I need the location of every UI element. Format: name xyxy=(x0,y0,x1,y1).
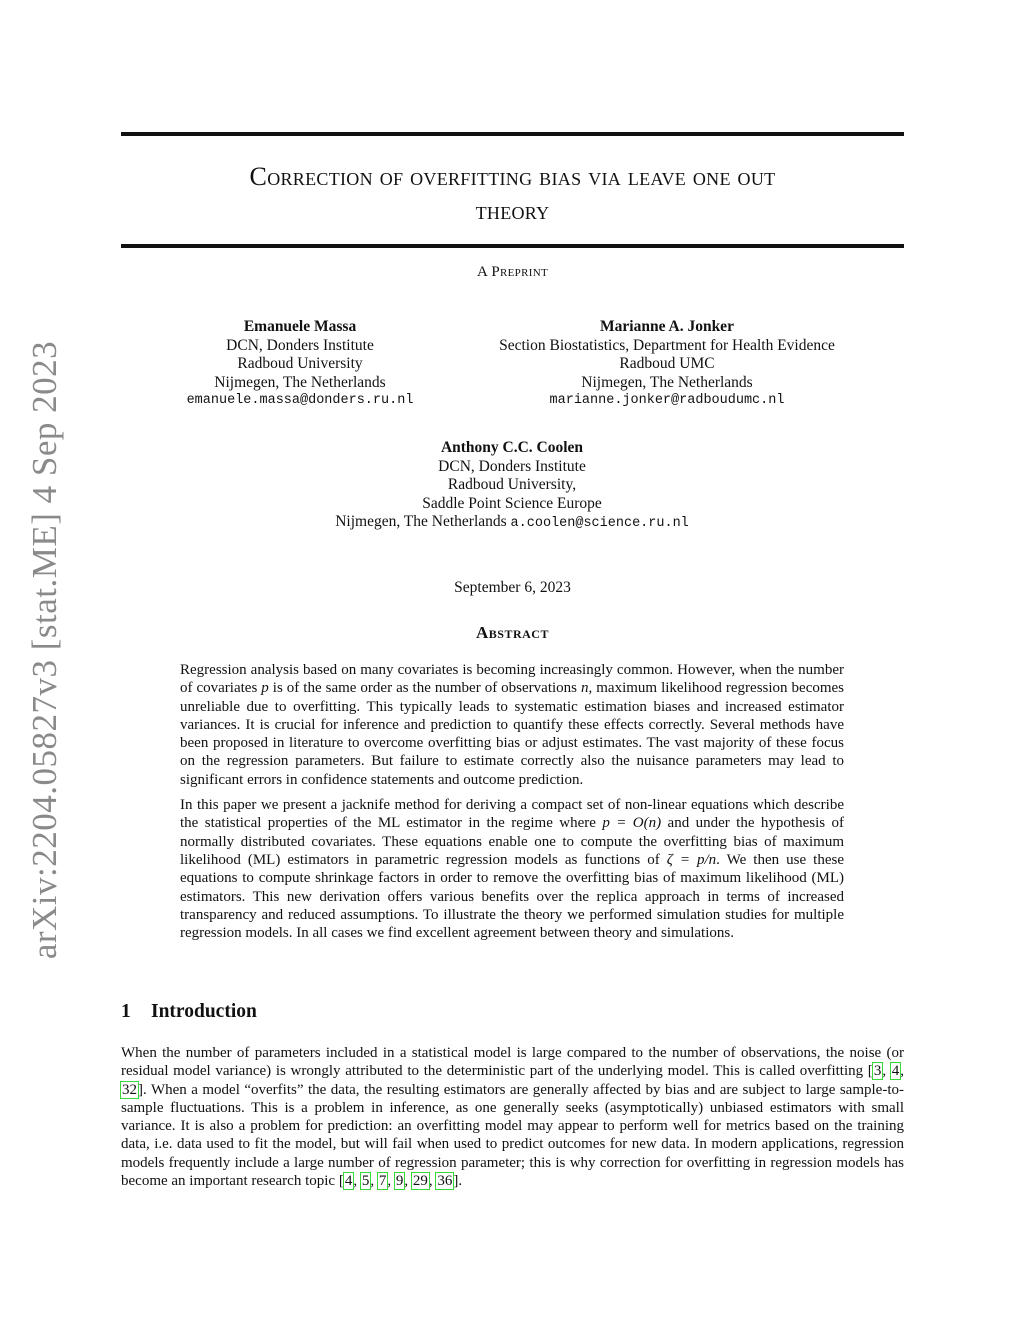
section-heading-introduction xyxy=(121,1001,904,1023)
abstract-text: , maximum likelihood regression becomes unreliable due to overfitting. This typically leads to systematic estimation biases and increased estimator variances. It is crucial for inference and prediction to quantify these effects correctly. Several methods have been proposed in literature to overcome overfitting bias or adjust estimates. The vast majority of these focus on the regression parameters. But failure to estimate correctly also the nuisance parameters may lead to significant errors in confidence statements and outcome prediction. xyxy=(180,680,845,788)
author-affiliation: Nijmegen, The Netherlands xyxy=(214,373,386,391)
author-affiliation: Radboud UMC xyxy=(619,355,715,372)
section-number: 1 xyxy=(121,1001,131,1022)
author-affiliation-with-email xyxy=(262,513,762,534)
abstract-body xyxy=(180,661,844,949)
author-affiliation: Radboud University, xyxy=(447,476,577,493)
author-email[interactable]: marianne.jonker@radboudumc.nl xyxy=(549,393,785,408)
title-line-1: Correction of overfitting bias via leave one out xyxy=(249,162,776,191)
citation-link[interactable]: 36 xyxy=(437,1173,453,1190)
preprint-label: A Preprint xyxy=(477,264,548,280)
author-affiliation: DCN, Donders Institute xyxy=(226,336,374,354)
author-affiliation: Nijmegen, The Netherlands xyxy=(581,373,753,391)
abstract-paragraph-2 xyxy=(180,796,844,942)
abstract-text: and under the hypothesis of normally distributed covariates. These equations enable one to compute the overfitting bias of maximum likelihood (ML) estimators in parametric regression models as functions of xyxy=(180,815,844,868)
title-line-2: theory xyxy=(475,196,550,225)
citation-link[interactable]: 4 xyxy=(344,1173,353,1190)
paper-title xyxy=(121,160,904,228)
author-block-massa xyxy=(150,318,450,411)
intro-text: ]. When a model “overfits” the data, the resulting estimators are generally affected by bias and are subject to large sample-to-sample fluctuations. This is a problem in inference, as one generally seeks (asymptotically) unbiased estimators with small variance. It is also a problem for prediction: an overfitting model may appear to perform well for metrics based on the training data, i.e. data used to fit the model, but will fail when used to predict outcomes for new data. In modern applications, regression models frequently include a large number of regression parameter; this is why correction for overfitting in regression models has become an important research topic [ xyxy=(121,1081,904,1190)
author-affiliation: Radboud University xyxy=(237,355,363,372)
author-email[interactable]: a.coolen@science.ru.nl xyxy=(510,516,689,531)
author-email[interactable]: emanuele.massa@donders.ru.nl xyxy=(186,393,414,408)
author-name: Anthony C.C. Coolen xyxy=(440,439,584,456)
author-block-jonker xyxy=(467,318,867,411)
citation-link[interactable]: 9 xyxy=(395,1173,404,1190)
title-top-rule xyxy=(121,132,904,136)
abstract-text: is of the same order as the number of observations xyxy=(268,680,581,697)
arxiv-identifier-sidebar xyxy=(0,0,90,1325)
citation-link[interactable]: 29 xyxy=(412,1173,428,1190)
citation-link[interactable]: 4 xyxy=(891,1063,900,1080)
author-name: Marianne A. Jonker xyxy=(600,318,734,335)
paper-date: September 6, 2023 xyxy=(454,579,571,596)
intro-text: ]. xyxy=(453,1173,463,1190)
abstract-paragraph-1 xyxy=(180,661,844,789)
arxiv-identifier: arXiv:2204.05827v3 [stat.ME] 4 Sep 2023 xyxy=(25,340,64,960)
citation-link[interactable]: 3 xyxy=(873,1063,882,1080)
author-affiliation: DCN, Donders Institute xyxy=(438,457,586,475)
intro-text: When the number of parameters included in a statistical model is large compared to the number of observations, the noise (or residual model variance) is wrongly attributed to the deterministic part of the underlying model. This is called overfitting [ xyxy=(121,1045,904,1080)
math-variable: p xyxy=(261,680,269,697)
title-bottom-rule xyxy=(121,244,904,248)
section-title: Introduction xyxy=(151,1001,257,1022)
abstract-text: Regression analysis based on many covariates is becoming increasingly common. However, when the number of covariates xyxy=(180,662,844,697)
abstract-text: In this paper we present a jacknife method for deriving a compact set of non-linear equations which describe the statistical properties of the ML estimator in the regime where xyxy=(180,797,844,832)
author-affiliation: Nijmegen, The Netherlands xyxy=(335,513,507,530)
math-expression: ζ = p/n xyxy=(666,851,717,868)
introduction-paragraph: When the number of parameters included in a statistical model is large compared to the number of observations, the noise (or residual model variance) is wrongly attributed to the deterministic part of the underlying model. This is called overfitting [3, 4, 32]. When a model “overfits” the data, the resulting estimators are generally affected by bias and are subject to large sample-to-sample fluctuations. This is a problem in inference, as one generally seeks (asymptotically) unbiased estimators with small variance. It is also a problem for prediction: an overfitting model may appear to perform well for metrics based on the training data, i.e. data used to fit the model, but will fail when used to predict outcomes for new data. In modern applications, regression models frequently include a large number of regression parameter; this is why correction for overfitting in regression models has become an important research topic [4, 5, 7, 9, 29, 36]. xyxy=(121,1045,904,1190)
citation-link[interactable]: 7 xyxy=(378,1173,387,1190)
author-affiliation: Section Biostatistics, Department for Health Evidence xyxy=(499,336,835,354)
math-expression: p = O(n) xyxy=(602,815,662,832)
author-name: Emanuele Massa xyxy=(243,318,357,335)
author-block-coolen xyxy=(262,439,762,534)
citation-link[interactable]: 32 xyxy=(122,1081,137,1098)
author-affiliation: Saddle Point Science Europe xyxy=(422,494,602,512)
introduction-body xyxy=(121,1044,904,1190)
math-variable: n xyxy=(581,680,589,697)
abstract-text: . We then use these equations to compute shrinkage factors in order to remove the overfitting bias of maximum likelihood (ML) estimators. This new derivation offers various benefits over the replica approach in terms of increased transparency and reduced assumptions. To illustrate the theory we performed simulation studies for multiple regression models. In all cases we find excellent agreement between theory and simulations. xyxy=(180,851,844,942)
abstract-heading: Abstract xyxy=(476,623,549,642)
citation-link[interactable]: 5 xyxy=(361,1173,370,1190)
